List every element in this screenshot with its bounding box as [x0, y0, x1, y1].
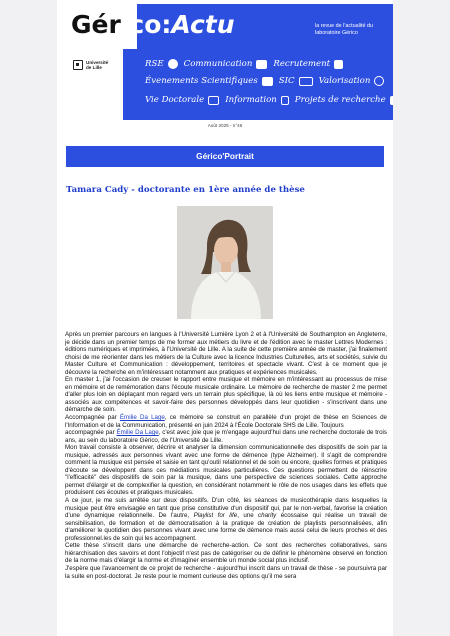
- p6-text-after: écossaise qui réalise un travail de sensibilisation, de formation et de démocratisation à la pratique de création de playlists personnalisées, afin d'améliorer le quotidien des personnes vivant avec une forme de démence mais aussi celui de leurs proches et des professionnel.les de soin qui les accompagnent.: [65, 512, 387, 542]
- p4-text-before: accompagnée par: [65, 429, 117, 437]
- p6-text-before: A ce jour, je me suis arrêtée sur deux dispositifs. D'un côté, les séances de musicothérapie dans lesquelles la musique peut être envisagée en tant que prise constitutive d'un dispositif qui, par le non-verbal, favorise la création d'une dynamique relationnelle. De l'autre,: [65, 497, 387, 520]
- brand-text-3: Actu: [171, 10, 235, 39]
- nav-item-communication[interactable]: [184, 59, 268, 69]
- article-paragraph-3: [65, 414, 387, 429]
- nav-label-information: Information: [225, 95, 277, 105]
- nav-label-valorisation: Valorisation: [318, 76, 371, 86]
- folder-icon: [390, 96, 393, 105]
- nav-label-recrutement: Recrutement: [273, 59, 331, 69]
- megaphone-icon: [168, 59, 178, 69]
- portrait-illustration: [177, 206, 273, 319]
- p3-text-after: , ce mémoire se construit en parallèle d'un projet de thèse en Sciences de l'Information et de la Communication, présenté en juin 2024 à l'École Doctorale SHS de Lille. Toujours: [65, 414, 387, 429]
- p4-text-after: , c'est avec joie que je m'engage aujourd'hui dans une recherche doctorale de trois ans, au sein du laboratoire Gérico, de l'Université de Lille.: [65, 429, 388, 444]
- article-paragraph-5: Mon travail consiste à observer, décrire et analyser la dimension communicationnelle des dispositifs de soin par la musique, adressés aux personnes vivant avec une forme de démence (type Alzheimer). Il s'agit de comprendre comment la musique est pensée et saisie en tant qu'outil relationnel et de soin ou encore, quelles formes et pratiques d'écoute se développent dans ces médiations musicales particulières. Ces questions permettent de réinscrire "l'efficacité" des dispositifs de soin par la musique, dans une perspective de sciences sociales. Cette approche permet d'élargir et de complexifier la question, en considérant notamment le rôle de nos usages dans les effets que produisent ces écoutes et pratiques musicales.: [65, 444, 387, 497]
- article-paragraph-7: Cette thèse s'inscrit dans une démarche de recherche-action. Ce sont des recherches collaboratives, sans hiérarchisation des savoirs et dont l'objectif n'est pas de catégoriser ou de définir le phénomène observé en fonction de la norme mais d'élargir la norme et d'imaginer ensemble un monde social plus inclusif.: [65, 542, 387, 565]
- nav-label-rse: RSE: [145, 59, 164, 69]
- network-icon: [374, 76, 384, 86]
- article-paragraph-6: [65, 497, 387, 542]
- brand-logo[interactable]: [71, 8, 235, 42]
- p6-italic-playlist: Playlist for life: [193, 512, 238, 520]
- university-logo[interactable]: [73, 60, 108, 70]
- newsletter-header: [57, 4, 393, 120]
- p6-italic-charity: charity: [258, 512, 277, 520]
- waves-icon: [299, 77, 313, 86]
- nav-item-projets[interactable]: [295, 95, 393, 105]
- linkedin-icon: [334, 60, 343, 69]
- article-paragraph-8: J'espère que l'avancement de ce projet de recherche - aujourd'hui inscrit dans un travail de thèse - se poursuivra par la suite en post-doctorat. Je reste pour le moment curieuse des options qu'il me sera: [65, 564, 387, 580]
- nav-item-vie-doctorale[interactable]: [145, 95, 219, 105]
- nav-label-vie-doctorale: Vie Doctorale: [145, 95, 205, 105]
- checklist-icon: [262, 77, 273, 86]
- nav-row-3: [145, 95, 393, 105]
- nav-label-sic: SIC: [278, 76, 295, 86]
- university-mark-icon: [73, 60, 83, 70]
- section-title-bar: Gérico'Portrait: [66, 146, 384, 167]
- article-paragraph-2: En master 1, j'ai l'occasion de creuser le rapport entre musique et mémoire en m'intéressant au processus de mise en mémoire et de remémoration dans l'écoute musicale ordinaire. Le mémoire de recherche de master 2 me permet d'aller plus loin en déplaçant mon regard vers un terrain plus spécifique, là où les liens entre musique et mémoire - associés aux compétences et savoir-faire des personnes développés dans leur quotidien - s'inscrivent dans une démarche de soin.: [65, 376, 387, 414]
- tagline: la revue de l'actualité du laboratoire Gérico: [315, 23, 373, 36]
- nav-item-recrutement[interactable]: [273, 59, 343, 69]
- nav-label-communication: Communication: [183, 59, 253, 69]
- article-title: Tamara Cady - doctorante en 1ère année de thèse: [66, 185, 305, 195]
- chat-icon: [256, 60, 267, 69]
- supervisor-link-2[interactable]: Émilie Da Lage: [116, 429, 159, 437]
- article-paragraph-4: [65, 429, 387, 444]
- nav-item-valorisation[interactable]: [319, 76, 385, 86]
- supervisor-link-1[interactable]: Émilie Da Lage: [119, 414, 165, 422]
- arrow-icon: [281, 96, 289, 105]
- university-name: Université de Lille: [86, 60, 109, 70]
- nav-item-information[interactable]: [225, 95, 289, 105]
- brand-text-1: Gér: [71, 10, 121, 39]
- issue-date: Août 2025 - n°46: [207, 123, 243, 128]
- portrait-photo: [177, 206, 273, 319]
- nav-row-1: [145, 59, 349, 69]
- article-paragraph-1: Après un premier parcours en langues à l'Université Lumière Lyon 2 et à l'Université de Southampton en Angleterre, je décide dans un premier temps de me former aux métiers du livre et de l'édition avec le master Lettres Modernes : éditions numériques et imprimées, à l'Université de Lille. A la suite de cette première année de master, j'ai finalement choisi de me réorienter dans les métiers de la Culture avec la licence Industries Culturelles, arts et sociétés, suivie du Master Culture et Communication : développement, territoires et spectacle vivant. C'est à ce moment que je découvre la recherche en m'intéressant notamment aux pratiques et expériences musicales.: [65, 331, 387, 376]
- nav-label-evenements: Évenements Scientifiques: [145, 76, 258, 86]
- p6-text-mid: , une: [237, 512, 259, 520]
- nav-item-sic[interactable]: [279, 76, 313, 86]
- p3-text-before: Accompagnée par: [65, 414, 120, 422]
- pencil-icon: [208, 96, 219, 105]
- brand-text-2: ico: [120, 10, 162, 39]
- article-body: [65, 331, 387, 580]
- newsletter-sheet: [57, 0, 393, 636]
- nav-item-rse[interactable]: [145, 59, 178, 69]
- brand-colon: :: [161, 10, 172, 39]
- nav-row-2: [145, 76, 390, 86]
- nav-item-evenements[interactable]: [145, 76, 273, 86]
- nav-label-projets: Projets de recherche: [294, 95, 386, 105]
